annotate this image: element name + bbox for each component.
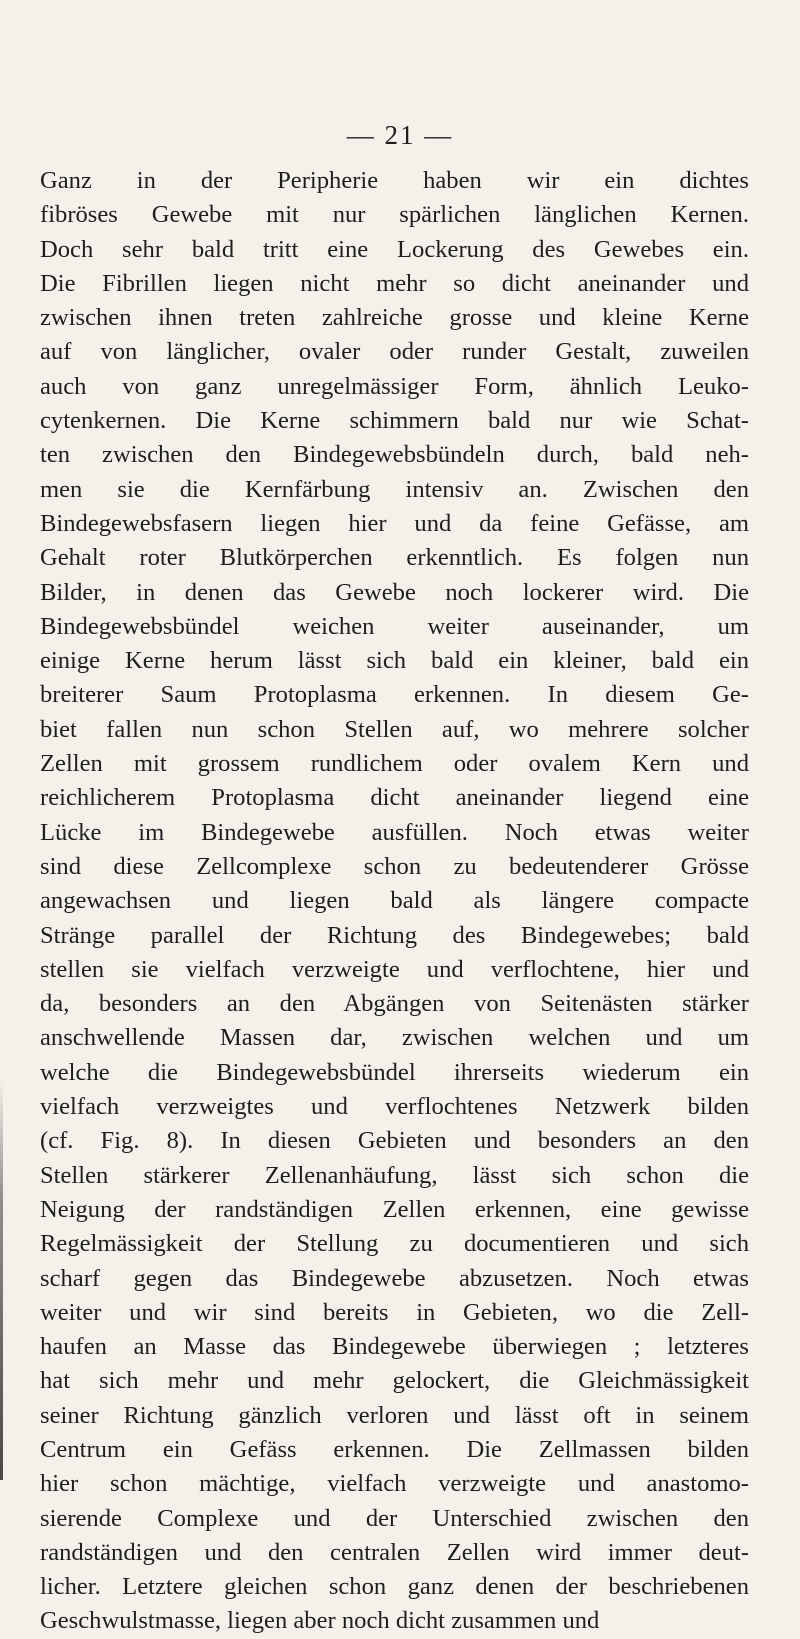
text-line: Bindegewebsbündel weichen weiter auseinander, um [40,612,749,640]
page-edge-shadow [0,1080,3,1480]
text-line: einige Kerne herum lässt sich bald ein kleiner, bald ein [40,647,749,675]
text-line: licher. Letztere gleichen schon ganz denen der beschriebenen [40,1573,749,1601]
text-line: Gehalt roter Blutkörperchen erkenntlich. Es folgen nun [40,544,749,572]
text-line: Lücke im Bindegewebe ausfüllen. Noch etwas weiter [40,818,749,846]
text-line: sind diese Zellcomplexe schon zu bedeutenderer Grösse [40,852,749,880]
text-line: sierende Complexe und der Unterschied zwischen den [40,1504,749,1532]
text-line: hat sich mehr und mehr gelockert, die Gleichmässigkeit [40,1367,749,1395]
text-line: Centrum ein Gefäss erkennen. Die Zellmassen bilden [40,1435,749,1463]
text-line: auf von länglicher, ovaler oder runder Gestalt, zuweilen [40,338,749,366]
text-line: Stränge parallel der Richtung des Bindegewebes; bald [40,921,749,949]
text-line: angewachsen und liegen bald als längere compacte [40,887,749,915]
text-line: Ganz in der Peripherie haben wir ein dichtes [40,167,749,194]
text-line: fibröses Gewebe mit nur spärlichen länglichen Kernen. [40,201,749,229]
text-line: welche die Bindegewebsbündel ihrerseits wiederum ein [40,1058,749,1086]
text-line: stellen sie vielfach verzweigte und verflochtene, hier und [40,955,749,983]
text-line: reichlicherem Protoplasma dicht aneinander liegend eine [40,784,749,812]
text-line: da, besonders an den Abgängen von Seitenästen stärker [40,990,749,1018]
text-line: Stellen stärkerer Zellenanhäufung, lässt sich schon die [40,1161,749,1189]
text-line: haufen an Masse das Bindegewebe überwiegen ; letzteres [40,1333,749,1361]
text-line: Regelmässigkeit der Stellung zu documentieren und sich [40,1230,749,1258]
text-line: zwischen ihnen treten zahlreiche grosse und kleine Kerne [40,304,749,332]
text-line: Doch sehr bald tritt eine Lockerung des Gewebes ein. [40,235,749,263]
text-line: seiner Richtung gänzlich verloren und lässt oft in seinem [40,1401,749,1429]
text-line: Bindegewebsfasern liegen hier und da feine Gefässe, am [40,509,749,537]
text-line: Zellen mit grossem rundlichem oder ovalem Kern und [40,750,749,778]
text-line: weiter und wir sind bereits in Gebieten, wo die Zell- [40,1298,749,1326]
body-text [40,164,749,1639]
text-line: Neigung der randständigen Zellen erkennen, eine gewisse [40,1195,749,1223]
text-line: auch von ganz unregelmässiger Form, ähnlich Leuko- [40,372,749,400]
text-line: anschwellende Massen dar, zwischen welchen und um [40,1024,749,1052]
text-line: Geschwulstmasse, liegen aber noch dicht zusammen und [40,1607,600,1635]
text-line: men sie die Kernfärbung intensiv an. Zwischen den [40,475,749,503]
text-line: biet fallen nun schon Stellen auf, wo mehrere solcher [40,715,749,743]
text-line: scharf gegen das Bindegewebe abzusetzen. Noch etwas [40,1264,749,1292]
text-line: ten zwischen den Bindegewebsbündeln durch, bald neh- [40,441,749,469]
text-line: breiterer Saum Protoplasma erkennen. In diesem Ge- [40,681,749,709]
text-line: vielfach verzweigtes und verflochtenes Netzwerk bilden [40,1093,749,1121]
text-line: Die Fibrillen liegen nicht mehr so dicht aneinander und [40,269,749,297]
text-line: (cf. Fig. 8). In diesen Gebieten und besonders an den [40,1127,749,1155]
text-line: cytenkernen. Die Kerne schimmern bald nur wie Schat- [40,407,749,435]
text-line: randständigen und den centralen Zellen wird immer deut- [40,1538,749,1566]
page-number-header: — 21 — [346,120,454,150]
text-line: Bilder, in denen das Gewebe noch lockerer wird. Die [40,578,749,606]
text-line: hier schon mächtige, vielfach verzweigte und anastomo- [40,1470,749,1498]
